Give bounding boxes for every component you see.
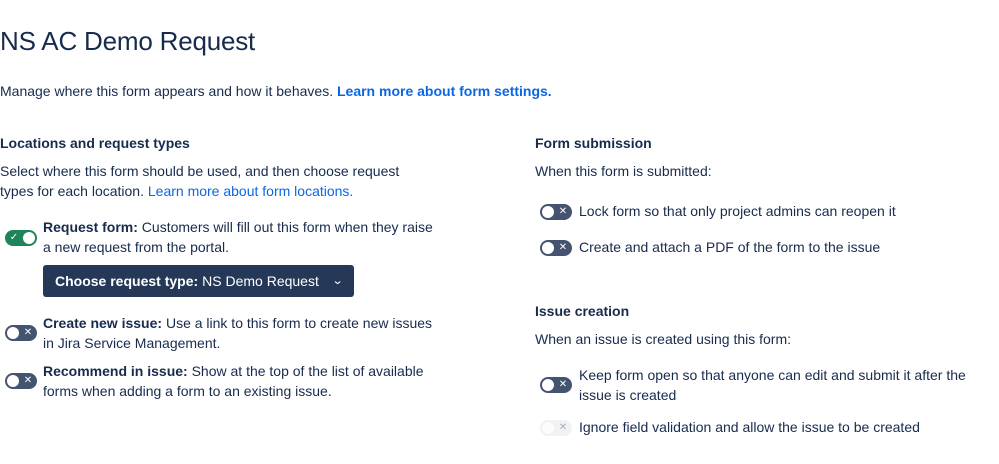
locations-description — [0, 161, 430, 201]
create-issue-label: Create new issue: — [43, 315, 163, 331]
toggle-knob — [542, 206, 554, 218]
request-form-option — [43, 217, 433, 257]
request-form-label: Request form: — [43, 219, 138, 235]
form-locations-link[interactable]: Learn more about form locations. — [147, 183, 354, 199]
choose-request-type-button[interactable] — [43, 265, 354, 297]
submission-heading: Form submission — [535, 135, 652, 151]
create-issue-toggle[interactable] — [5, 325, 37, 341]
close-icon: ✕ — [558, 206, 568, 217]
keep-open-option: Keep form open so that anyone can edit and submit it after the issue is created — [579, 367, 966, 403]
chevron-down-icon: ⌄ — [331, 275, 344, 287]
ignore-validation-option: Ignore field validation and allow the issue to be created — [579, 419, 920, 435]
creation-heading: Issue creation — [535, 303, 630, 319]
recommend-label: Recommend in issue: — [43, 363, 188, 379]
toggle-knob — [7, 327, 19, 339]
toggle-knob — [23, 232, 35, 244]
creation-description: When an issue is created using this form: — [535, 331, 792, 347]
create-issue-option — [43, 313, 433, 353]
recommend-option — [43, 361, 443, 401]
toggle-knob — [542, 422, 554, 434]
page-intro — [0, 83, 552, 99]
choose-request-type-value: NS Demo Request — [202, 273, 319, 289]
toggle-knob — [542, 379, 554, 391]
intro-text: Manage where this form appears and how it behaves. — [0, 83, 337, 99]
recommend-text: Show at the top of the list of available forms when adding a form to an existing issue. — [43, 363, 424, 399]
submission-description: When this form is submitted: — [535, 163, 712, 179]
keep-open-toggle[interactable] — [540, 377, 572, 393]
recommend-toggle[interactable] — [5, 373, 37, 389]
locations-heading: Locations and request types — [0, 135, 190, 151]
ignore-validation-toggle[interactable] — [540, 420, 572, 436]
locations-description-text: Select where this form should be used, and then choose request types for each location. — [0, 163, 400, 199]
lock-form-option: Lock form so that only project admins can reopen it — [579, 203, 896, 219]
request-form-text: Customers will fill out this form when they raise a new request from the portal. — [43, 219, 433, 255]
lock-form-toggle[interactable] — [540, 204, 572, 220]
check-icon: ✓ — [9, 232, 19, 243]
toggle-knob — [542, 242, 554, 254]
request-form-toggle[interactable] — [5, 230, 37, 246]
form-settings-link[interactable]: Learn more about form settings. — [336, 83, 552, 99]
pdf-toggle[interactable] — [540, 240, 572, 256]
create-issue-text: Use a link to this form to create new issues in Jira Service Management. — [43, 315, 433, 351]
close-icon: ✕ — [558, 242, 568, 253]
page-title: NS AC Demo Request — [0, 26, 256, 56]
pdf-option: Create and attach a PDF of the form to the issue — [579, 239, 881, 255]
close-icon: ✕ — [558, 379, 568, 390]
choose-request-type-label: Choose request type: — [55, 273, 199, 289]
close-icon: ✕ — [23, 375, 33, 386]
close-icon: ✕ — [558, 422, 568, 433]
toggle-knob — [7, 375, 19, 387]
close-icon: ✕ — [23, 327, 33, 338]
